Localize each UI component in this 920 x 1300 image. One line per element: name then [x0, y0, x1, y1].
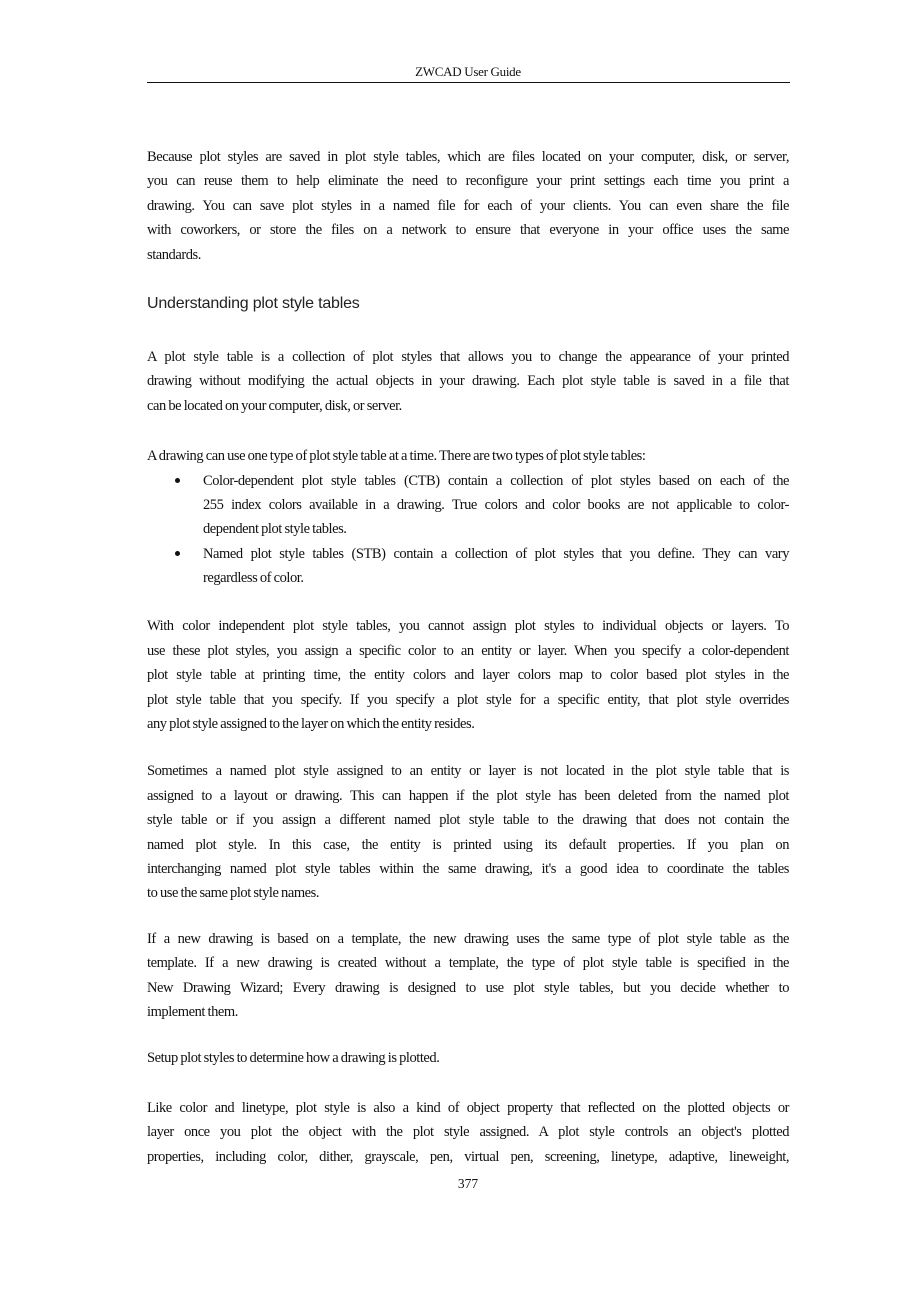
- text-line: New Drawing Wizard; Every drawing is designed to use plot style tables, but you decide whether to: [147, 979, 789, 996]
- text-line: Color-dependent plot style tables (CTB) contain a collection of plot styles based on each of the: [203, 472, 789, 489]
- text-line: A drawing can use one type of plot style table at a time. There are two types of plot style tables:: [147, 448, 646, 465]
- page-body: [147, 145, 789, 1169]
- text-line: you can reuse them to help eliminate the need to reconfigure your print settings each time you print a: [147, 173, 789, 190]
- text-line: assigned to a layout or drawing. This can happen if the plot style has been deleted from the named plot: [147, 787, 789, 804]
- text-line: Named plot style tables (STB) contain a collection of plot styles that you define. They can vary: [203, 545, 789, 562]
- paragraph-3: [147, 444, 789, 468]
- text-line: template. If a new drawing is created without a template, the type of plot style table is specified in the: [147, 955, 789, 972]
- bullet-text: [203, 469, 789, 542]
- text-line: With color independent plot style tables, you cannot assign plot styles to individual objects or layers. To: [147, 618, 789, 635]
- text-line: properties, including color, dither, grayscale, pen, virtual pen, screening, linetype, adaptive, lineweight,: [147, 1148, 789, 1165]
- text-line: use these plot styles, you assign a specific color to an entity or layer. When you specify a color-dependent: [147, 642, 789, 659]
- text-line: If a new drawing is based on a template, the new drawing uses the same type of plot style table as the: [147, 930, 789, 947]
- bullet-item-ctb: [147, 469, 789, 542]
- bullet-text: [203, 542, 789, 591]
- text-line: dependent plot style tables.: [203, 521, 347, 538]
- section-heading: Understanding plot style tables: [147, 294, 360, 312]
- text-line: Like color and linetype, plot style is also a kind of object property that reflected on the plotted objects or: [147, 1099, 789, 1116]
- text-line: drawing without modifying the actual objects in your drawing. Each plot style table is saved in a file that: [147, 373, 789, 390]
- bullet-item-stb: [147, 542, 789, 591]
- bullet-icon: [175, 478, 180, 483]
- paragraph-1: [147, 145, 789, 267]
- text-line: to use the same plot style names.: [147, 885, 320, 902]
- header-rule: [147, 82, 790, 83]
- text-line: implement them.: [147, 1003, 238, 1020]
- text-line: layer once you plot the object with the plot style assigned. A plot style controls an object's plotted: [147, 1124, 789, 1141]
- text-line: with coworkers, or store the files on a network to ensure that everyone in your office uses the same: [147, 222, 789, 239]
- paragraph-5: [147, 759, 789, 905]
- text-line: Because plot styles are saved in plot style tables, which are files located on your computer, disk, or server,: [147, 149, 789, 165]
- paragraph-6: [147, 927, 789, 1025]
- text-line: style table or if you assign a different named plot style table to the drawing that does not contain the: [147, 812, 789, 829]
- paragraph-8: [147, 1096, 789, 1169]
- text-line: regardless of color.: [203, 570, 304, 587]
- text-line: named plot style. In this case, the entity is printed using its default properties. If you plan on: [147, 836, 789, 853]
- text-line: interchanging named plot style tables within the same drawing, it's a good idea to coordinate the tables: [147, 860, 789, 877]
- text-line: Setup plot styles to determine how a drawing is plotted.: [147, 1050, 440, 1067]
- text-line: can be located on your computer, disk, or server.: [147, 397, 402, 414]
- text-line: 255 index colors available in a drawing. True colors and color books are not applicable to color-: [203, 496, 789, 513]
- text-line: plot style table that you specify. If you specify a plot style for a specific entity, that plot style overrides: [147, 691, 789, 708]
- page-number: 377: [457, 1176, 479, 1191]
- paragraph-2: [147, 345, 789, 418]
- text-line: plot style table at printing time, the entity colors and layer colors map to color based plot styles in the: [147, 667, 789, 684]
- text-line: drawing. You can save plot styles in a named file for each of your clients. You can even share the file: [147, 197, 789, 214]
- text-line: any plot style assigned to the layer on which the entity resides.: [147, 716, 475, 733]
- paragraph-4: [147, 614, 789, 736]
- text-line: A plot style table is a collection of plot styles that allows you to change the appearance of your printed: [147, 348, 789, 365]
- text-line: standards.: [147, 246, 201, 263]
- text-line: Sometimes a named plot style assigned to an entity or layer is not located in the plot style table that is: [147, 763, 789, 780]
- paragraph-7: [147, 1046, 789, 1070]
- page-header-title: ZWCAD User Guide: [415, 64, 521, 79]
- bullet-icon: [175, 551, 180, 556]
